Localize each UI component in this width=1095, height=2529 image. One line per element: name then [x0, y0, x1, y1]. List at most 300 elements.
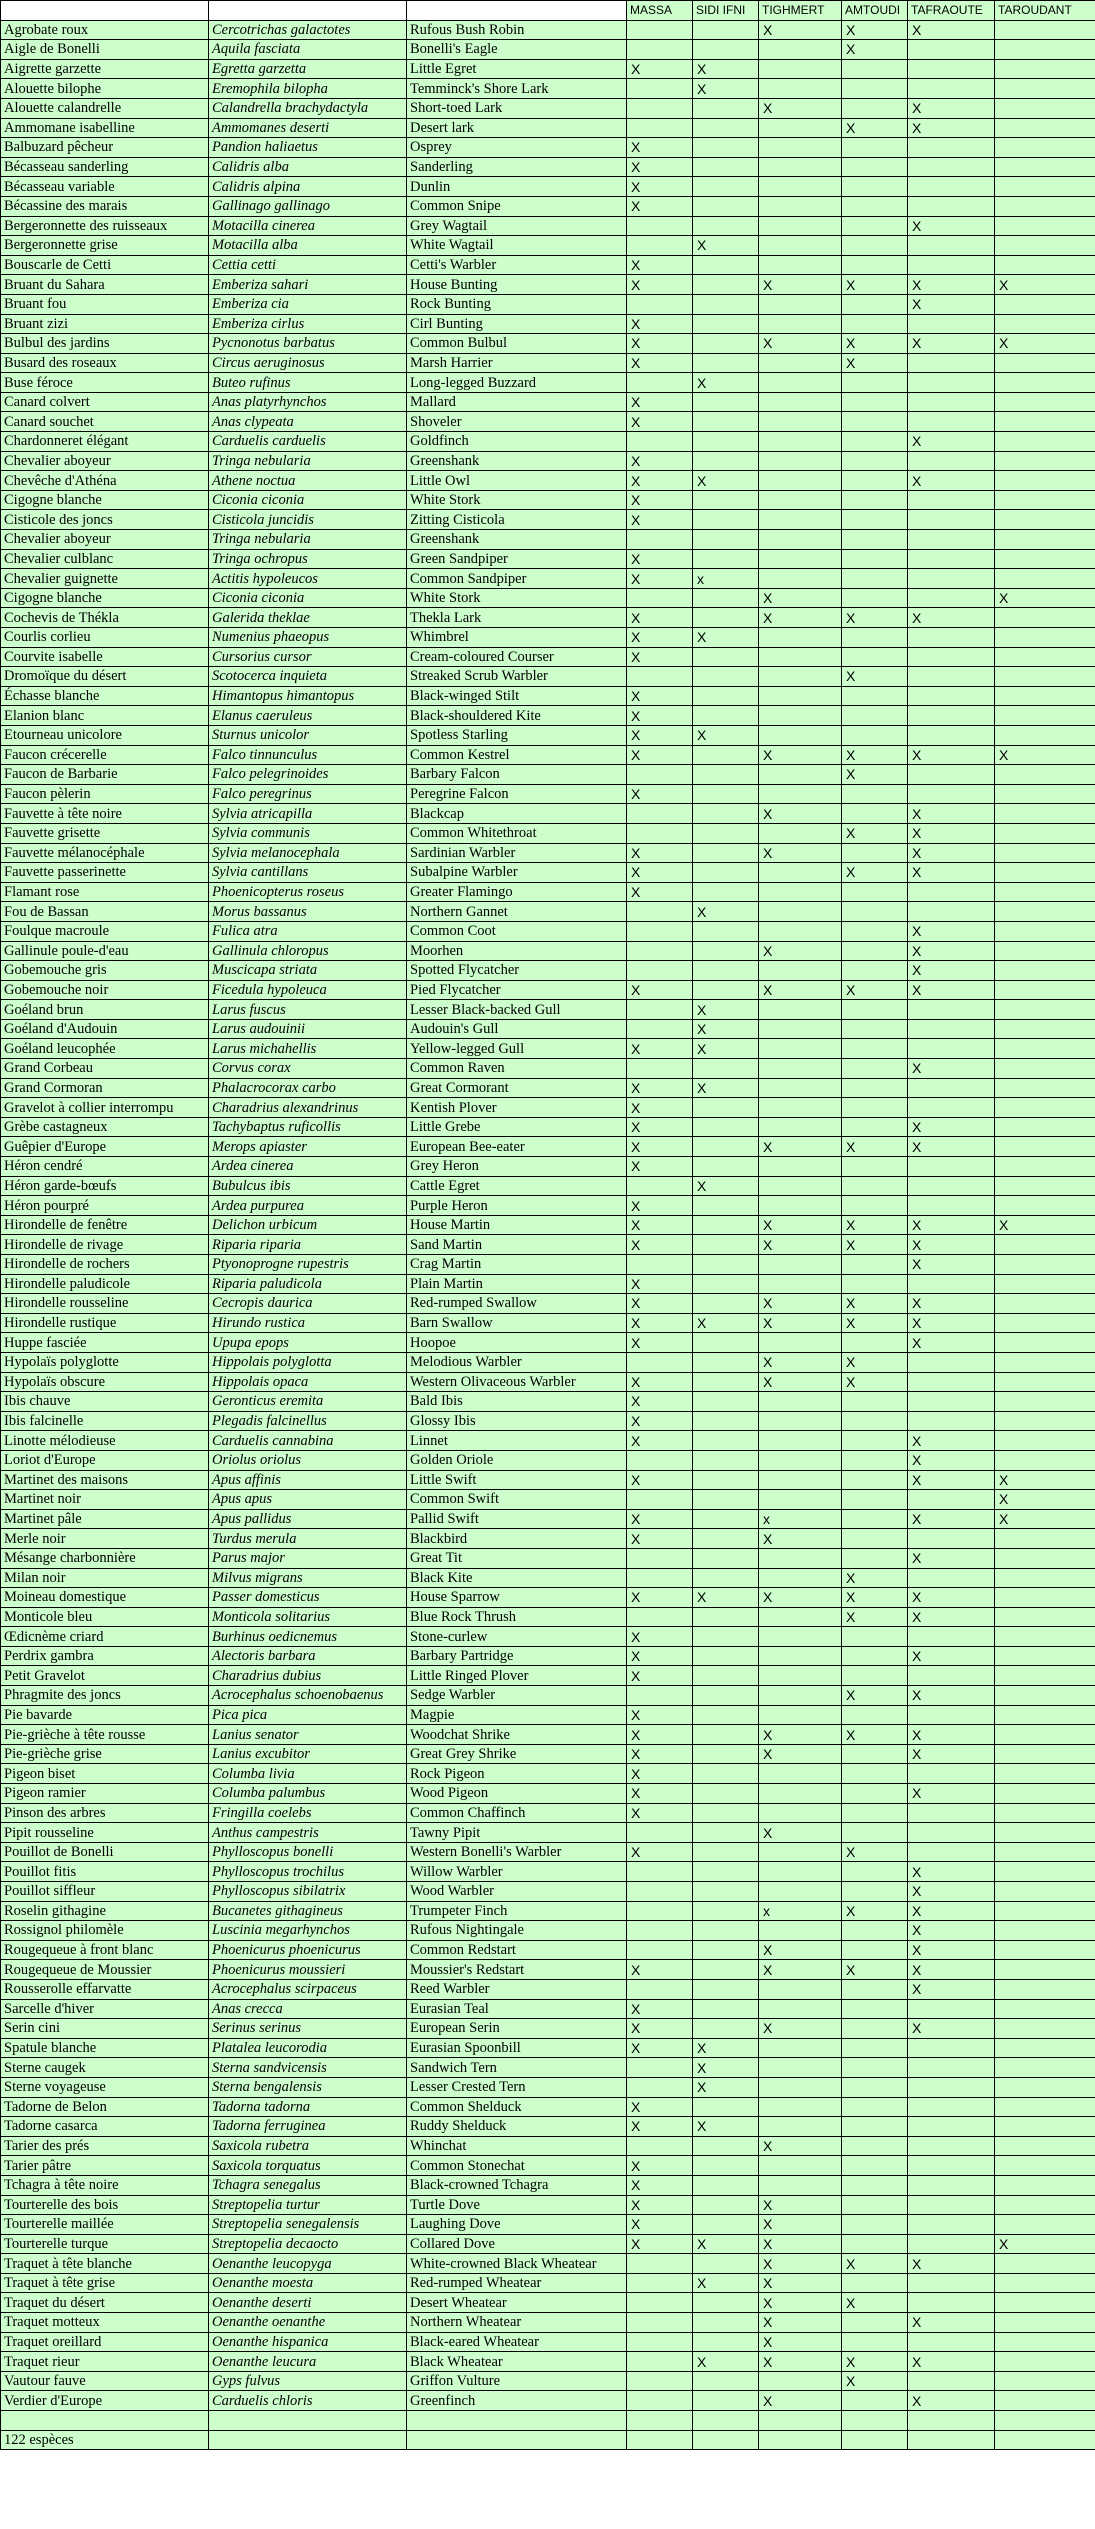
site-presence-cell: X	[759, 334, 842, 354]
scientific-name: Saxicola rubetra	[209, 2136, 407, 2156]
french-name: Dromoïque du désert	[1, 667, 209, 687]
english-name: Linnet	[407, 1431, 627, 1451]
site-presence-cell	[995, 2195, 1095, 2215]
site-presence-cell: X	[842, 1352, 908, 1372]
blank-row	[1, 2411, 1095, 2431]
species-row	[1, 902, 1095, 922]
site-presence-cell	[995, 2391, 1095, 2411]
site-presence-cell	[995, 1196, 1095, 1216]
scientific-name: Falco peregrinus	[209, 784, 407, 804]
english-name: Subalpine Warbler	[407, 863, 627, 883]
french-name: Traquet à tête grise	[1, 2273, 209, 2293]
species-row	[1, 59, 1095, 79]
site-presence-cell	[627, 1607, 693, 1627]
site-presence-cell: X	[995, 588, 1095, 608]
site-presence-cell	[627, 373, 693, 393]
site-presence-cell: X	[908, 863, 995, 883]
site-presence-cell: X	[627, 510, 693, 530]
site-presence-cell: X	[759, 1940, 842, 1960]
site-presence-cell: X	[627, 1098, 693, 1118]
scientific-name: Upupa epops	[209, 1333, 407, 1353]
site-presence-cell: X	[693, 2117, 759, 2137]
french-name: Vautour fauve	[1, 2371, 209, 2391]
site-presence-cell	[908, 236, 995, 256]
site-presence-cell	[759, 157, 842, 177]
english-name: Common Redstart	[407, 1940, 627, 1960]
french-name: Hirondelle paludicole	[1, 1274, 209, 1294]
site-presence-cell	[842, 1882, 908, 1902]
site-presence-cell: X	[759, 2313, 842, 2333]
site-presence-cell	[995, 40, 1095, 60]
species-row	[1, 1431, 1095, 1451]
site-presence-cell	[693, 2097, 759, 2117]
blank-cell	[627, 2430, 693, 2450]
site-presence-cell	[995, 1744, 1095, 1764]
english-name: Melodious Warbler	[407, 1352, 627, 1372]
english-name: Long-legged Buzzard	[407, 373, 627, 393]
site-presence-cell	[759, 725, 842, 745]
species-row	[1, 1666, 1095, 1686]
french-name: Hirondelle rustique	[1, 1313, 209, 1333]
site-presence-cell	[693, 921, 759, 941]
french-name: Fauvette à tête noire	[1, 804, 209, 824]
english-name: Black Kite	[407, 1568, 627, 1588]
english-name: Sand Martin	[407, 1235, 627, 1255]
site-presence-cell	[627, 1568, 693, 1588]
site-presence-cell	[627, 2136, 693, 2156]
english-name: Reed Warbler	[407, 1979, 627, 1999]
scientific-name: Egretta garzetta	[209, 59, 407, 79]
site-presence-cell	[842, 1039, 908, 1059]
site-presence-cell	[842, 432, 908, 452]
site-presence-cell: X	[842, 667, 908, 687]
scientific-name: Ficedula hypoleuca	[209, 980, 407, 1000]
species-row	[1, 177, 1095, 197]
site-presence-cell: X	[627, 882, 693, 902]
site-presence-cell	[908, 784, 995, 804]
scientific-name: Phylloscopus sibilatrix	[209, 1882, 407, 1902]
french-name: Bruant fou	[1, 294, 209, 314]
species-row	[1, 921, 1095, 941]
site-presence-cell	[995, 1842, 1095, 1862]
site-presence-cell: X	[908, 745, 995, 765]
site-presence-cell	[842, 2215, 908, 2235]
species-row	[1, 1705, 1095, 1725]
site-presence-cell	[995, 1588, 1095, 1608]
english-name: Desert lark	[407, 118, 627, 138]
site-presence-cell	[759, 1255, 842, 1275]
species-row	[1, 647, 1095, 667]
site-presence-cell	[908, 628, 995, 648]
english-name: Woodchat Shrike	[407, 1725, 627, 1745]
site-presence-cell	[908, 1529, 995, 1549]
species-row	[1, 373, 1095, 393]
species-row	[1, 549, 1095, 569]
site-presence-cell: X	[908, 843, 995, 863]
site-presence-cell	[627, 1686, 693, 1706]
french-name: Pinson des arbres	[1, 1803, 209, 1823]
site-presence-cell	[627, 98, 693, 118]
site-presence-cell	[627, 236, 693, 256]
blank-cell	[759, 2411, 842, 2431]
species-row	[1, 1274, 1095, 1294]
french-name: Pigeon biset	[1, 1764, 209, 1784]
site-presence-cell	[842, 1764, 908, 1784]
species-row	[1, 1078, 1095, 1098]
site-presence-cell	[842, 1019, 908, 1039]
french-name: Pouillot siffleur	[1, 1882, 209, 1902]
site-presence-cell	[995, 196, 1095, 216]
species-row	[1, 1039, 1095, 1059]
site-presence-cell: X	[908, 1313, 995, 1333]
site-presence-cell	[842, 490, 908, 510]
site-presence-cell: X	[759, 1960, 842, 1980]
english-name: Little Owl	[407, 471, 627, 491]
site-presence-cell	[693, 1823, 759, 1843]
site-presence-cell	[759, 79, 842, 99]
site-presence-cell: X	[908, 1960, 995, 1980]
french-name: Hirondelle de rochers	[1, 1255, 209, 1275]
site-presence-cell	[908, 510, 995, 530]
scientific-name: Tadorna ferruginea	[209, 2117, 407, 2137]
scientific-name: Buteo rufinus	[209, 373, 407, 393]
site-presence-cell: X	[627, 1313, 693, 1333]
site-presence-cell	[693, 1392, 759, 1412]
english-name: Greater Flamingo	[407, 882, 627, 902]
scientific-name: Sylvia atricapilla	[209, 804, 407, 824]
site-presence-cell	[908, 255, 995, 275]
english-name: Purple Heron	[407, 1196, 627, 1216]
site-presence-cell	[627, 2391, 693, 2411]
site-presence-cell	[759, 510, 842, 530]
site-presence-cell	[693, 177, 759, 197]
french-name: Alouette calandrelle	[1, 98, 209, 118]
site-presence-cell	[759, 216, 842, 236]
english-name: Barbary Falcon	[407, 765, 627, 785]
french-name: Foulque macroule	[1, 921, 209, 941]
site-presence-cell: X	[908, 2352, 995, 2372]
site-presence-cell	[759, 1333, 842, 1353]
site-presence-cell	[842, 2175, 908, 2195]
site-presence-cell	[842, 1784, 908, 1804]
site-presence-cell	[693, 196, 759, 216]
species-row	[1, 1901, 1095, 1921]
site-presence-cell	[995, 843, 1095, 863]
scientific-name: Bubulcus ibis	[209, 1176, 407, 1196]
site-presence-cell	[693, 20, 759, 40]
site-presence-cell	[759, 1019, 842, 1039]
site-presence-cell	[995, 1901, 1095, 1921]
site-presence-cell	[759, 1666, 842, 1686]
scientific-name: Cecropis daurica	[209, 1294, 407, 1314]
english-name: Barn Swallow	[407, 1313, 627, 1333]
site-presence-cell: X	[627, 1529, 693, 1549]
english-name: Red-rumped Wheatear	[407, 2273, 627, 2293]
site-presence-cell	[842, 706, 908, 726]
site-presence-cell	[995, 1882, 1095, 1902]
french-name: Tadorne de Belon	[1, 2097, 209, 2117]
site-presence-cell	[693, 549, 759, 569]
french-name: Faucon crécerelle	[1, 745, 209, 765]
site-presence-cell	[759, 1999, 842, 2019]
site-presence-cell	[693, 1548, 759, 1568]
french-name: Martinet noir	[1, 1490, 209, 1510]
site-presence-cell	[842, 157, 908, 177]
site-presence-cell	[842, 882, 908, 902]
site-presence-cell	[842, 79, 908, 99]
scientific-name: Athene noctua	[209, 471, 407, 491]
site-presence-cell	[693, 2332, 759, 2352]
site-presence-cell	[995, 2293, 1095, 2313]
blank-cell	[693, 2411, 759, 2431]
site-presence-cell: X	[627, 2038, 693, 2058]
site-presence-cell: X	[759, 2136, 842, 2156]
header-site-tighmert: TIGHMERT	[759, 1, 842, 21]
species-row	[1, 1999, 1095, 2019]
site-presence-cell	[842, 1255, 908, 1275]
site-presence-cell	[693, 588, 759, 608]
site-presence-cell	[759, 1157, 842, 1177]
site-presence-cell	[908, 157, 995, 177]
site-presence-cell	[995, 20, 1095, 40]
site-presence-cell	[908, 373, 995, 393]
english-name: Pallid Swift	[407, 1509, 627, 1529]
site-presence-cell: X	[627, 1666, 693, 1686]
site-presence-cell	[759, 1646, 842, 1666]
site-presence-cell	[693, 451, 759, 471]
site-presence-cell	[693, 1999, 759, 2019]
site-presence-cell: X	[842, 1607, 908, 1627]
site-presence-cell	[995, 1548, 1095, 1568]
site-presence-cell: X	[908, 294, 995, 314]
species-row	[1, 1725, 1095, 1745]
site-presence-cell	[995, 1823, 1095, 1843]
site-presence-cell	[759, 314, 842, 334]
scientific-name: Oenanthe oenanthe	[209, 2313, 407, 2333]
site-presence-cell: X	[627, 784, 693, 804]
site-presence-cell	[908, 1842, 995, 1862]
site-presence-cell	[759, 118, 842, 138]
site-presence-cell: X	[627, 412, 693, 432]
french-name: Bouscarle de Cetti	[1, 255, 209, 275]
scientific-name: Sturnus unicolor	[209, 725, 407, 745]
english-name: Little Egret	[407, 59, 627, 79]
site-presence-cell	[995, 686, 1095, 706]
english-name: Sanderling	[407, 157, 627, 177]
site-presence-cell: X	[693, 1019, 759, 1039]
species-row	[1, 941, 1095, 961]
site-presence-cell	[842, 1862, 908, 1882]
site-presence-cell: X	[627, 2117, 693, 2137]
site-presence-cell	[908, 490, 995, 510]
site-presence-cell	[995, 1235, 1095, 1255]
site-presence-cell	[693, 1470, 759, 1490]
species-count: 122 espèces	[1, 2430, 209, 2450]
species-row	[1, 784, 1095, 804]
site-presence-cell: X	[759, 2234, 842, 2254]
english-name: Great Grey Shrike	[407, 1744, 627, 1764]
english-name: House Bunting	[407, 275, 627, 295]
site-presence-cell: X	[759, 2195, 842, 2215]
site-presence-cell: X	[842, 823, 908, 843]
site-presence-cell	[627, 20, 693, 40]
site-presence-cell	[842, 2273, 908, 2293]
english-name: House Sparrow	[407, 1588, 627, 1608]
site-presence-cell	[627, 2332, 693, 2352]
species-row	[1, 765, 1095, 785]
site-presence-cell	[995, 921, 1095, 941]
site-presence-cell	[995, 392, 1095, 412]
site-presence-cell	[995, 1274, 1095, 1294]
site-presence-cell: X	[627, 1235, 693, 1255]
english-name: Common Shelduck	[407, 2097, 627, 2117]
site-presence-cell: X	[627, 1333, 693, 1353]
scientific-name: Carduelis carduelis	[209, 432, 407, 452]
site-presence-cell	[842, 1627, 908, 1647]
site-presence-cell	[995, 1960, 1095, 1980]
site-presence-cell	[908, 2273, 995, 2293]
site-presence-cell	[693, 2215, 759, 2235]
blank-cell	[627, 2411, 693, 2431]
site-presence-cell: X	[759, 980, 842, 1000]
french-name: Gallinule poule-d'eau	[1, 941, 209, 961]
blank-cell	[407, 2411, 627, 2431]
site-presence-cell	[908, 1823, 995, 1843]
site-presence-cell: X	[908, 1333, 995, 1353]
species-row	[1, 2293, 1095, 2313]
site-presence-cell	[693, 1059, 759, 1079]
site-presence-cell	[908, 1157, 995, 1177]
site-presence-cell	[693, 745, 759, 765]
french-name: Tchagra à tête noire	[1, 2175, 209, 2195]
english-name: Common Raven	[407, 1059, 627, 1079]
site-presence-cell	[693, 392, 759, 412]
site-presence-cell	[842, 1098, 908, 1118]
site-presence-cell	[842, 1059, 908, 1079]
site-presence-cell	[995, 530, 1095, 550]
site-presence-cell	[759, 236, 842, 256]
species-row	[1, 1979, 1095, 1999]
scientific-name: Numenius phaeopus	[209, 628, 407, 648]
scientific-name: Phylloscopus trochilus	[209, 1862, 407, 1882]
site-presence-cell	[627, 1255, 693, 1275]
site-presence-cell	[995, 432, 1095, 452]
site-presence-cell: X	[842, 334, 908, 354]
site-presence-cell: X	[627, 451, 693, 471]
french-name: Pouillot fitis	[1, 1862, 209, 1882]
blank-cell	[693, 2430, 759, 2450]
site-presence-cell: X	[627, 1842, 693, 1862]
site-presence-cell	[908, 667, 995, 687]
site-presence-cell	[995, 98, 1095, 118]
english-name: Great Cormorant	[407, 1078, 627, 1098]
site-presence-cell	[995, 353, 1095, 373]
site-presence-cell	[627, 1823, 693, 1843]
site-presence-cell	[995, 2313, 1095, 2333]
english-name: Spotted Flycatcher	[407, 961, 627, 981]
english-name: Shoveler	[407, 412, 627, 432]
site-presence-cell	[995, 2371, 1095, 2391]
species-row	[1, 40, 1095, 60]
site-presence-cell: X	[908, 1215, 995, 1235]
species-row	[1, 1059, 1095, 1079]
site-presence-cell	[759, 1784, 842, 1804]
scientific-name: Cursorius cursor	[209, 647, 407, 667]
site-presence-cell	[908, 1705, 995, 1725]
site-presence-cell	[908, 177, 995, 197]
scientific-name: Platalea leucorodia	[209, 2038, 407, 2058]
site-presence-cell: X	[908, 334, 995, 354]
site-presence-cell	[759, 549, 842, 569]
english-name: Cream-coloured Courser	[407, 647, 627, 667]
site-presence-cell	[693, 1431, 759, 1451]
species-row	[1, 2371, 1095, 2391]
scientific-name: Saxicola torquatus	[209, 2156, 407, 2176]
english-name: Griffon Vulture	[407, 2371, 627, 2391]
site-presence-cell: X	[842, 1588, 908, 1608]
site-presence-cell: X	[759, 941, 842, 961]
site-presence-cell	[842, 1176, 908, 1196]
site-presence-cell: X	[627, 2215, 693, 2235]
site-presence-cell: X	[627, 353, 693, 373]
site-presence-cell	[995, 765, 1095, 785]
english-name: Willow Warbler	[407, 1862, 627, 1882]
site-presence-cell	[759, 530, 842, 550]
species-row	[1, 2254, 1095, 2274]
english-name: Great Tit	[407, 1548, 627, 1568]
english-name: Rufous Nightingale	[407, 1921, 627, 1941]
site-presence-cell	[693, 1901, 759, 1921]
site-presence-cell: X	[908, 961, 995, 981]
site-presence-cell: X	[627, 334, 693, 354]
english-name: Laughing Dove	[407, 2215, 627, 2235]
scientific-name: Charadrius alexandrinus	[209, 1098, 407, 1118]
english-name: Whimbrel	[407, 628, 627, 648]
english-name: Cetti's Warbler	[407, 255, 627, 275]
site-presence-cell	[908, 1999, 995, 2019]
site-presence-cell	[995, 1392, 1095, 1412]
french-name: Canard souchet	[1, 412, 209, 432]
english-name: Turtle Dove	[407, 2195, 627, 2215]
scientific-name: Fringilla coelebs	[209, 1803, 407, 1823]
scientific-name: Aquila fasciata	[209, 40, 407, 60]
site-presence-cell	[627, 1940, 693, 1960]
site-presence-cell	[759, 1568, 842, 1588]
site-presence-cell	[995, 1529, 1095, 1549]
scientific-name: Cercotrichas galactotes	[209, 20, 407, 40]
site-presence-cell	[842, 1490, 908, 1510]
site-presence-cell	[908, 40, 995, 60]
site-presence-cell: X	[693, 2273, 759, 2293]
english-name: Bonelli's Eagle	[407, 40, 627, 60]
site-presence-cell	[842, 2195, 908, 2215]
site-presence-cell	[995, 1607, 1095, 1627]
french-name: Buse féroce	[1, 373, 209, 393]
site-presence-cell	[908, 549, 995, 569]
site-presence-cell	[842, 2234, 908, 2254]
french-name: Alouette bilophe	[1, 79, 209, 99]
site-presence-cell	[627, 40, 693, 60]
site-presence-cell: X	[908, 1882, 995, 1902]
french-name: Chevalier aboyeur	[1, 530, 209, 550]
french-name: Tadorne casarca	[1, 2117, 209, 2137]
site-presence-cell	[693, 432, 759, 452]
site-presence-cell	[627, 216, 693, 236]
site-presence-cell: X	[908, 804, 995, 824]
site-presence-cell: X	[627, 157, 693, 177]
english-name: Hoopoe	[407, 1333, 627, 1353]
site-presence-cell	[627, 902, 693, 922]
